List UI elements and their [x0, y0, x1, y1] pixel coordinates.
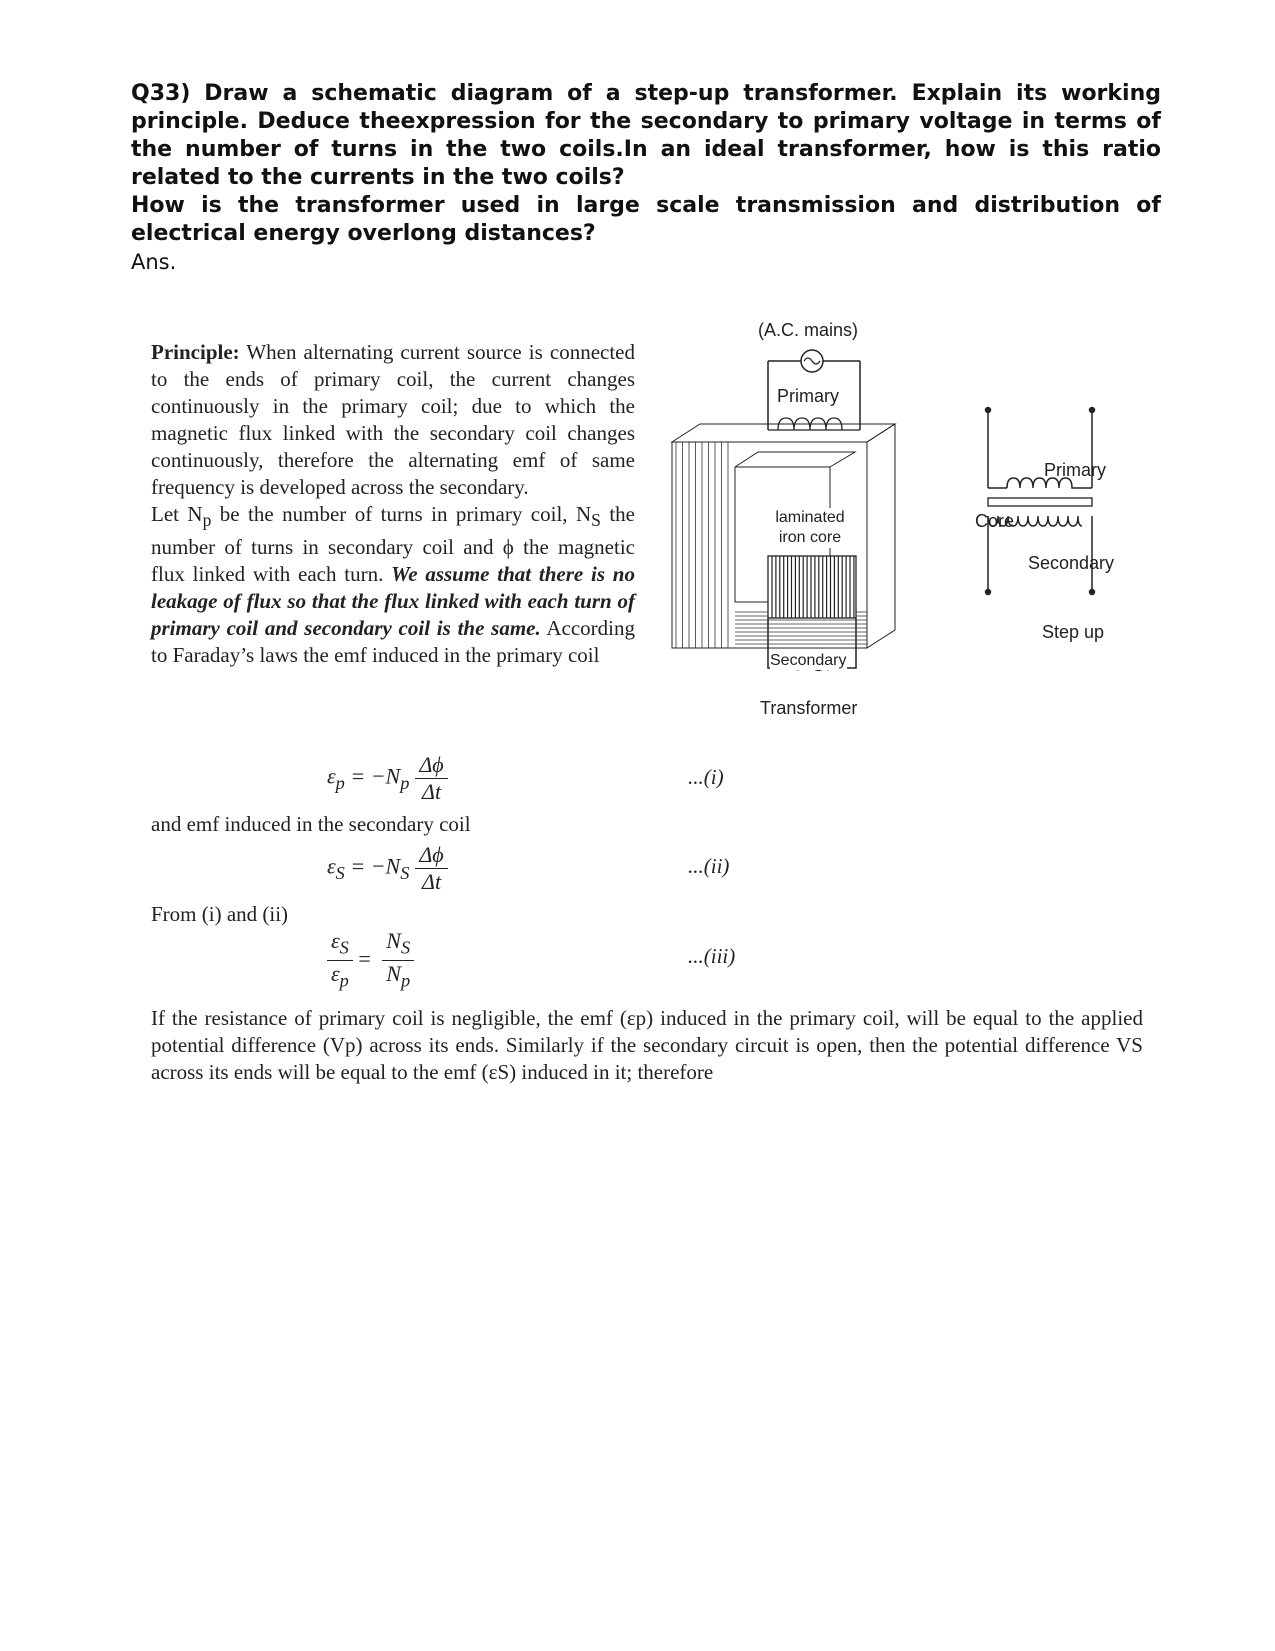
- principle-text: When alternating current source is connected to the ends of primary coil, the current changes continuously in the primary coil; due to which the magnetic flux linked with the secondary coil changes continuously, therefore the alternating emf of same frequency is developed across the secondary.: [151, 340, 635, 499]
- from-text: From (i) and (ii): [151, 902, 289, 926]
- principle-let-text: Let N: [151, 502, 203, 526]
- secondary-label: Secondary: [770, 652, 847, 669]
- ac-mains-label: (A.C. mains): [758, 320, 859, 340]
- transformer-caption: Transformer: [760, 698, 858, 718]
- question-block: [131, 80, 1161, 248]
- step-up-label: Step up: [1042, 622, 1105, 642]
- equation-1: $\varepsilon_p = -N_p$ $\frac{\Delta\phi}{\Delta t}$: [327, 752, 448, 805]
- symbol-core-label: Core: [975, 511, 1015, 531]
- principle-heading: Principle:: [151, 340, 240, 364]
- question-subtext: How is the transformer used in large scale transmission and distribution of electrical energy overlong distances?: [131, 193, 1161, 246]
- equation-3: $\frac{\varepsilon_S}{\varepsilon_p}$ = $\frac{N_S}{N_p}$: [327, 928, 414, 994]
- principle-block: [151, 339, 635, 669]
- answer-label: Ans.: [131, 250, 177, 274]
- principle-faraday-text: According to Faraday’s laws the emf induced in the primary coil: [151, 616, 635, 668]
- equation-1-ref: ...(i): [688, 765, 724, 789]
- subscript-p: p: [202, 510, 212, 531]
- subscript-s: S: [591, 510, 601, 531]
- conclusion-paragraph: [151, 1005, 1143, 1086]
- primary-label: Primary: [777, 386, 839, 406]
- equation-3-ref: ...(iii): [688, 944, 736, 968]
- equation-2-ref: ...(ii): [688, 854, 730, 878]
- conclusion-text: If the resistance of primary coil is negligible, the emf (εp) induced in the primary coil, will be equal to the applied potential difference (Vp) across its ends. Similarly if the secondary circuit is open, then the potential difference VS across its ends will be equal to the emf (εS) induced in it; therefore: [151, 1006, 1143, 1084]
- transformer-diagram: [660, 330, 1160, 730]
- symbol-primary-label: Primary: [1044, 460, 1106, 480]
- secondary-emf-intro: and emf induced in the secondary coil: [151, 812, 471, 836]
- principle-turns-text: be the number of turns in primary coil, N: [211, 502, 592, 526]
- question-text: Q33) Draw a schematic diagram of a step-up transformer. Explain its working principle. Deduce theexpression for the secondary to primary voltage in terms of the number of turns in the two coils.In an ideal transformer, how is this ratio related to the currents in the two coils?: [131, 81, 1161, 190]
- symbol-secondary-label: Secondary: [1028, 553, 1115, 573]
- principle-assumption-text: We assume that there is no leakage of flux so that the flux linked with each turn of primary coil and secondary coil is the same.: [151, 562, 635, 641]
- equation-2: $\varepsilon_S = -N_S$ $\frac{\Delta\phi}{\Delta t}$: [327, 842, 448, 895]
- principle-flux-text: the number of turns in secondary coil and ϕ the magnetic flux linked with each turn.: [151, 502, 635, 587]
- laminated-iron-core-label: laminated iron core: [768, 508, 852, 548]
